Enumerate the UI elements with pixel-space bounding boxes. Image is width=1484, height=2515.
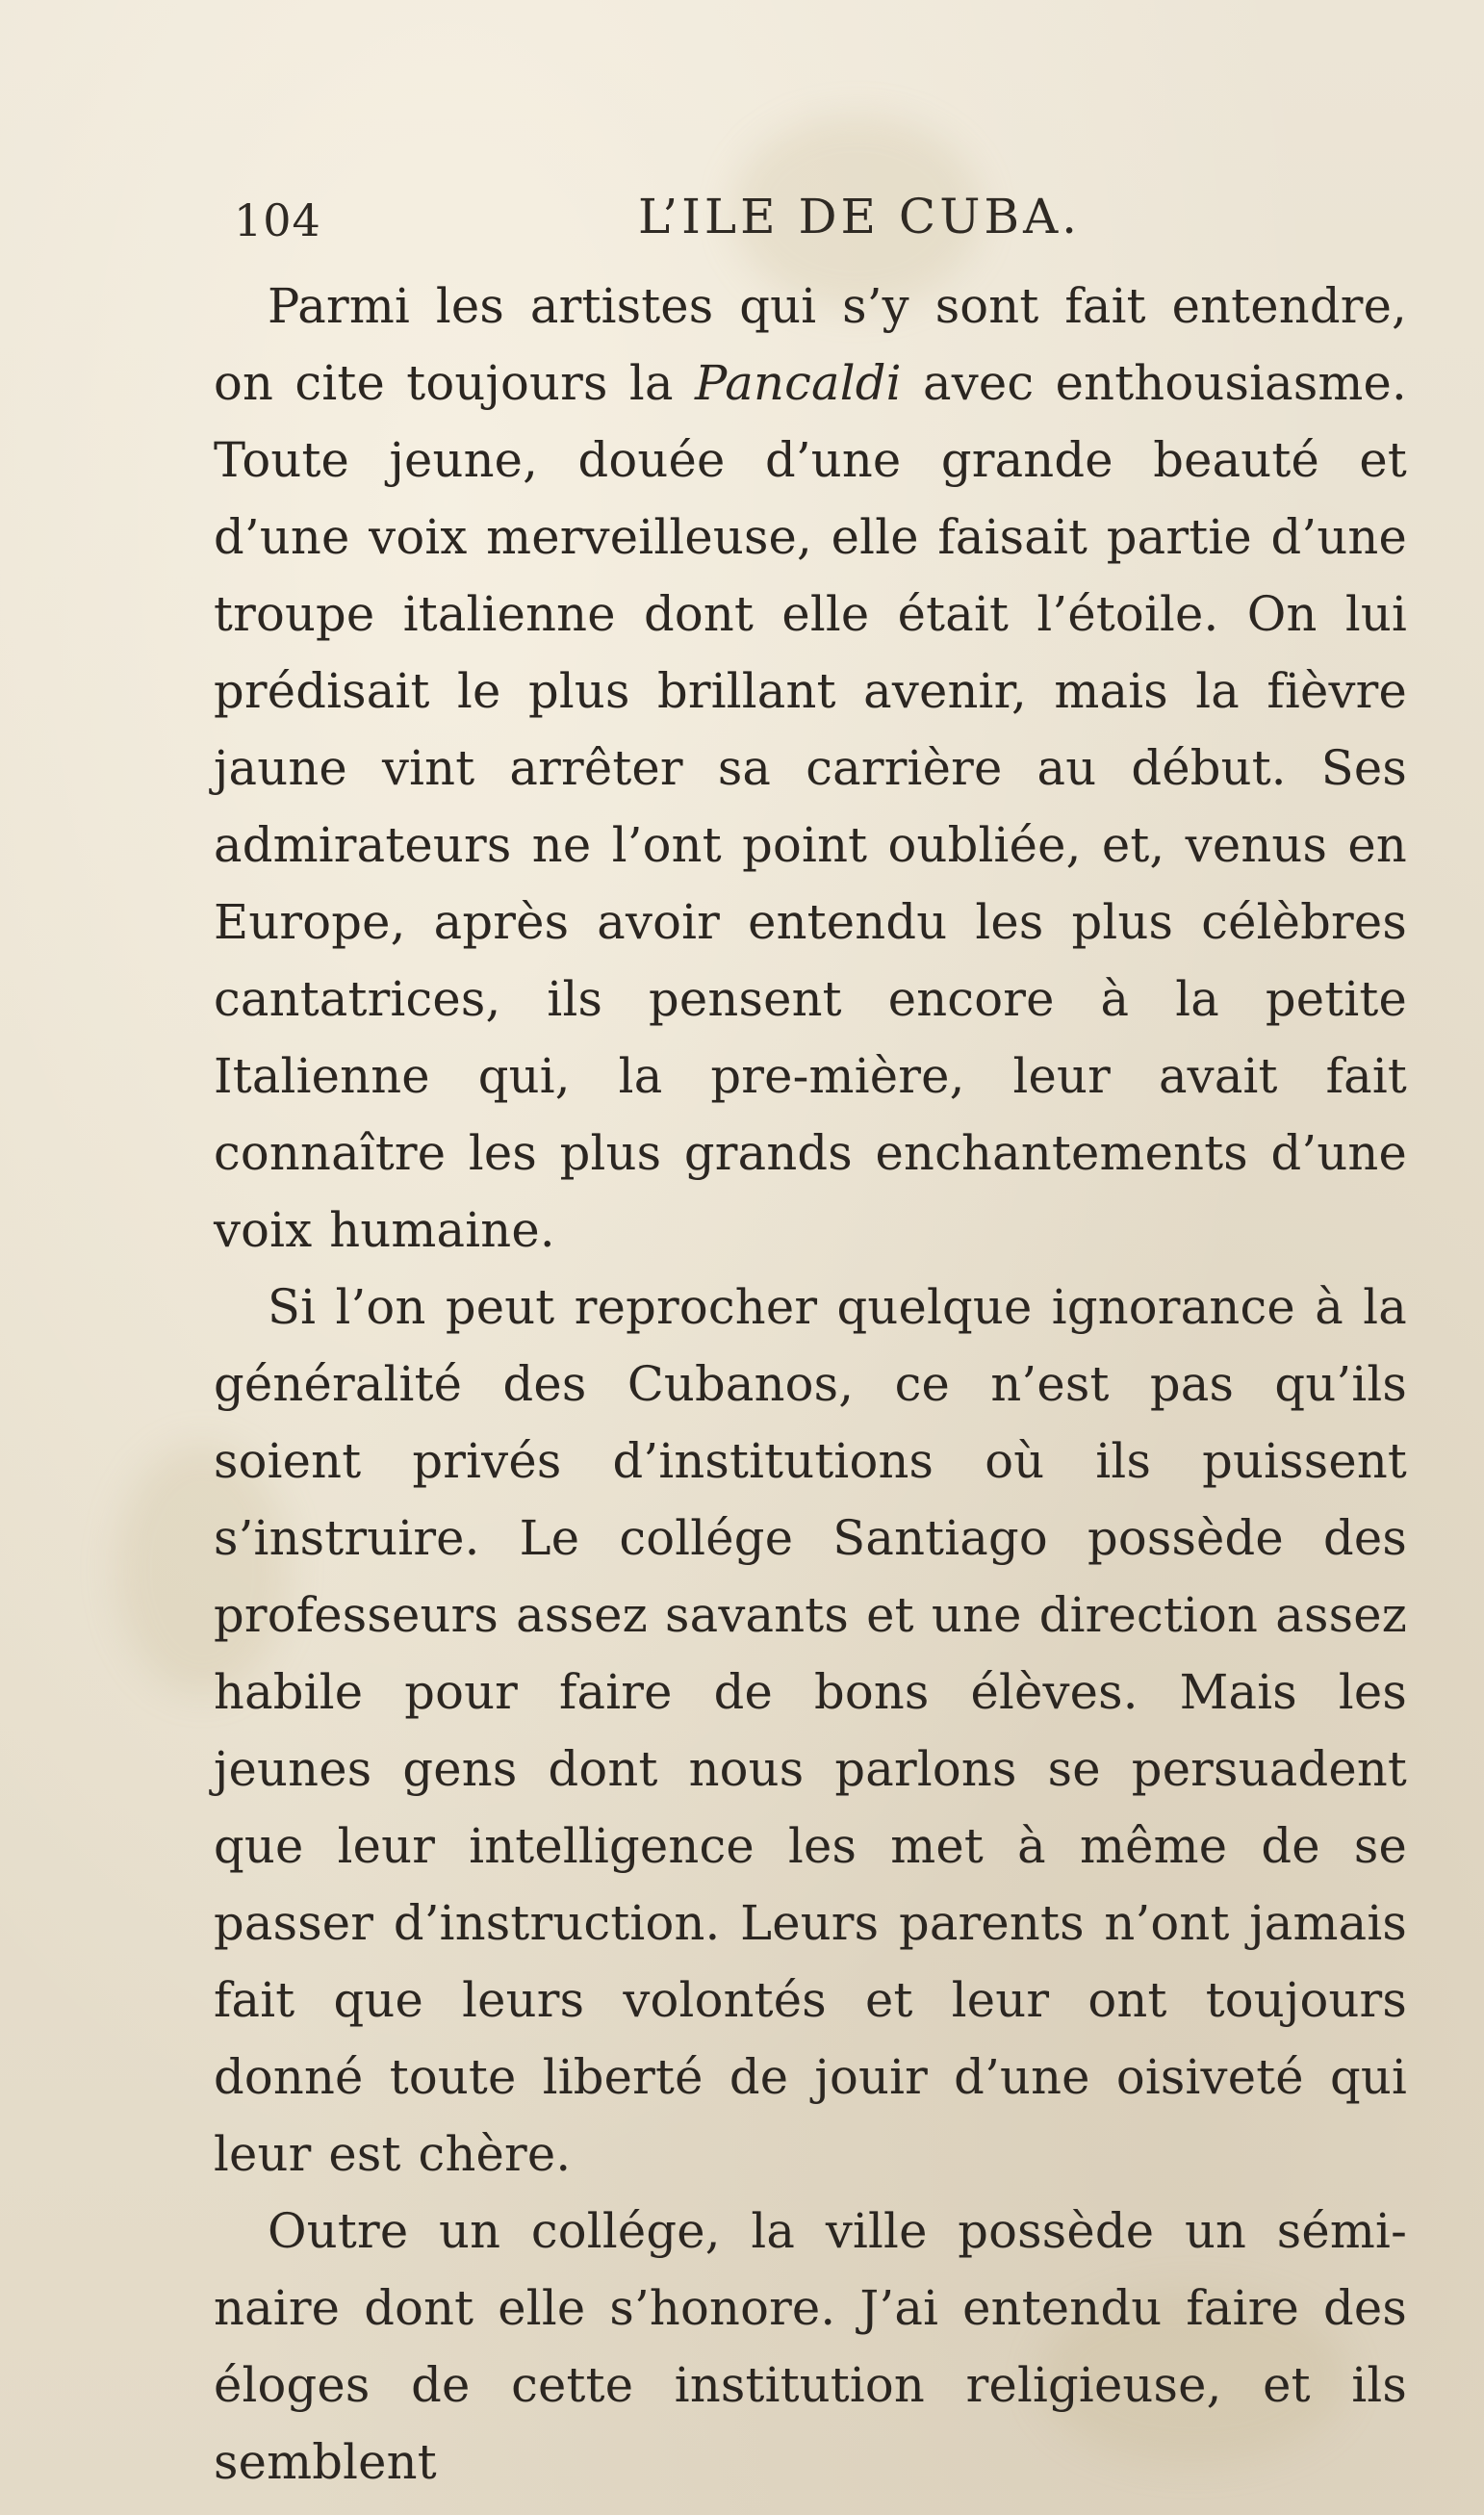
paragraph-1-text-end: avec enthousiasme. Toute jeune, douée d’une grande beauté et d’une voix merveilleuse, elle faisait partie d’une troupe italienne dont elle était l’étoile. On lui prédisait le plus brillant avenir, mais la fièvre jaune vint arrêter sa carrière au début. Ses admirateurs ne l’ont point oubliée, et, venus en Europe, après avoir entendu les plus célèbres cantatrices, ils pensent encore à la petite Italienne qui, la pre-mière, leur avait fait connaître les plus grands enchantements d’une voix humaine.	[214, 355, 1407, 1258]
paragraph-2: Si l’on peut reprocher quelque ignorance à la généralité des Cubanos, ce n’est pas qu’ils soient privés d’institutions où ils puissent s’instruire. Le collége Santiago possède des professeurs assez savants et une direction assez habile pour faire de bons élèves. Mais les jeunes gens dont nous parlons se persuadent que leur intelligence les met à même de se passer d’instruction. Leurs parents n’ont jamais fait que leurs volontés et leur ont toujours donné toute liberté de jouir d’une oisiveté qui leur est chère.	[214, 1279, 1407, 2182]
running-title: L’ILE DE CUBA.	[638, 189, 1082, 244]
page-header	[234, 189, 1394, 256]
paragraph-1-text-start: Parmi les artistes qui s’y sont fait entendre, on cite toujours la	[214, 278, 1407, 411]
paragraph-1	[214, 268, 1407, 1269]
page-number: 104	[234, 194, 321, 246]
body-text	[214, 268, 1407, 2501]
paragraph-1-italic-name: Pancaldi	[695, 355, 902, 411]
paragraph-3: Outre un collége, la ville possède un sémi-naire dont elle s’honore. J’ai entendu faire des éloges de cette institution religieuse, et ils semblent	[214, 2203, 1407, 2490]
